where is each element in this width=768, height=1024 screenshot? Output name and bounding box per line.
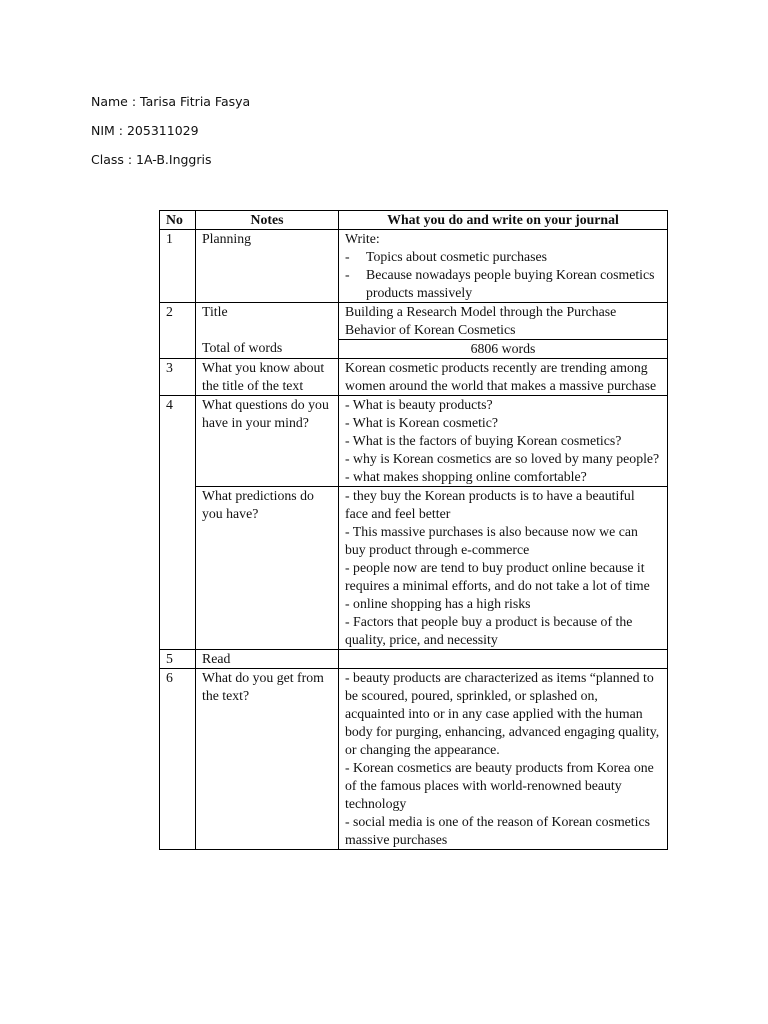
- student-name: Name : Tarisa Fitria Fasya: [91, 94, 251, 109]
- list-item: - What is beauty products?: [345, 397, 493, 412]
- table-row: [160, 230, 668, 303]
- bullet-text: Because nowadays people buying Korean cosmetics products massively: [366, 267, 655, 300]
- words-value: 6806 words: [339, 339, 667, 358]
- list-item: - This massive purchases is also because now we can buy product through e-commerce: [345, 524, 638, 557]
- table-row: [160, 396, 668, 487]
- list-item: - What is the factors of buying Korean cosmetics?: [345, 433, 622, 448]
- table-header-row: [160, 211, 668, 230]
- list-item: - online shopping has a high risks: [345, 596, 531, 611]
- row-answer: [339, 396, 668, 487]
- title-value: Building a Research Model through the Purchase Behavior of Korean Cosmetics: [345, 304, 617, 337]
- list-item: - what makes shopping online comfortable?: [345, 469, 587, 484]
- table-row: [160, 650, 668, 669]
- note-title: Title: [202, 304, 228, 319]
- row-note: What predictions do you have?: [196, 487, 339, 650]
- row-answer: [339, 650, 668, 669]
- row-answer: [339, 487, 668, 650]
- note-total-words: Total of words: [202, 340, 283, 355]
- list-item: - Topics about cosmetic purchases: [345, 249, 548, 264]
- list-item: - people now are tend to buy product online because it requires a minimal efforts, and do not take a lot of time: [345, 560, 650, 593]
- row-number: 6: [160, 669, 196, 850]
- row-number: 3: [160, 359, 196, 396]
- table-row: [160, 669, 668, 850]
- list-item: - social media is one of the reason of Korean cosmetics massive purchases: [345, 814, 650, 847]
- list-item: - why is Korean cosmetics are so loved by many people?: [345, 451, 660, 466]
- row-note: What questions do you have in your mind?: [196, 396, 339, 487]
- row-note: Read: [196, 650, 339, 669]
- list-item: - Because nowadays people buying Korean cosmetics products massively: [345, 266, 661, 302]
- bullet-text: Topics about cosmetic purchases: [366, 249, 548, 264]
- column-header-journal: What you do and write on your journal: [339, 211, 668, 230]
- list-item: - beauty products are characterized as items “planned to be scoured, poured, sprinkled, or splashed on, acquainted into or in any case applied with the human body for purging, enhancing, advanced engaging quality, or changing the appearance.: [345, 670, 660, 757]
- table-row: [160, 303, 668, 359]
- write-label: Write:: [345, 231, 380, 246]
- column-header-no: No: [160, 211, 196, 230]
- list-item: - they buy the Korean products is to have a beautiful face and feel better: [345, 488, 635, 521]
- row-note: [196, 303, 339, 359]
- row-answer: [339, 669, 668, 850]
- row-note: Planning: [196, 230, 339, 303]
- column-header-notes: Notes: [196, 211, 339, 230]
- row-number: 4: [160, 396, 196, 650]
- list-item: - Korean cosmetics are beauty products from Korea one of the famous places with world-renowned beauty technology: [345, 760, 654, 811]
- row-answer: [339, 303, 668, 359]
- student-nim: NIM : 205311029: [91, 123, 199, 138]
- row-number: 1: [160, 230, 196, 303]
- row-note: What do you get from the text?: [196, 669, 339, 850]
- row-answer: Korean cosmetic products recently are trending among women around the world that makes a massive purchase: [339, 359, 668, 396]
- journal-table: [159, 210, 668, 850]
- row-number: 2: [160, 303, 196, 359]
- row-number: 5: [160, 650, 196, 669]
- row-answer: [339, 230, 668, 303]
- row-note: What you know about the title of the text: [196, 359, 339, 396]
- table-row: [160, 359, 668, 396]
- list-item: - Factors that people buy a product is because of the quality, price, and necessity: [345, 614, 633, 647]
- table-row: [160, 487, 668, 650]
- student-class: Class : 1A-B.Inggris: [91, 152, 212, 167]
- list-item: - What is Korean cosmetic?: [345, 415, 498, 430]
